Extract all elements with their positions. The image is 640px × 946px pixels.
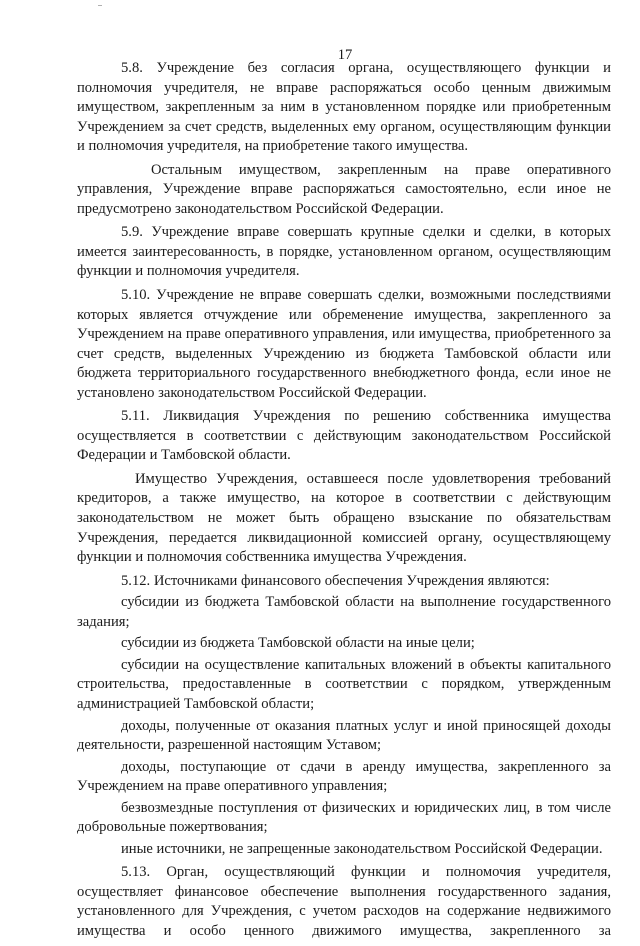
paragraph-5-8-continued: Остальным имуществом, закрепленным на праве оперативного управления, Учреждение вправе распоряжаться самостоятельно, если иное не предусмотрено законодательством Российской Федерации. <box>77 161 611 217</box>
funding-source-item: субсидии из бюджета Тамбовской области на выполнение государственного задания; <box>77 594 611 630</box>
paragraph-5-8: 5.8. Учреждение без согласия органа, осуществляющего функции и полномочия учредителя, не вправе распоряжаться особо ценным движимым имуществом, закрепленным за ним в установленном порядке или приобретенным Учреждением за счет средств, выделенных ему органом, осуществляющим функции и полномочия учредителя, на приобретение такого имущества. <box>77 60 611 155</box>
paragraph-5-11-continued: Имущество Учреждения, оставшееся после удовлетворения требований кредиторов, а также имущество, на которое в соответствии с действующим законодательством не может быть обращено взыскание по обязательствам Учреждения, передается ликвидационной комиссией органу, осуществляющему функции и полномочия собственника имущества Учреждения. <box>77 470 611 566</box>
funding-source-item: иные источники, не запрещенные законодательством Российской Федерации. <box>121 840 603 857</box>
funding-source-item: субсидии на осуществление капитальных вложений в объекты капитального строительства, предоставленные в соответствии с порядком, утвержденным администрацией Тамбовской области; <box>77 656 611 712</box>
scan-artifact <box>98 5 102 6</box>
funding-source-item: доходы, поступающие от сдачи в аренду имущества, закрепленного за Учреждением на праве оперативного управления; <box>77 758 611 795</box>
page-number: 17 <box>337 47 353 63</box>
paragraph-5-9: 5.9. Учреждение вправе совершать крупные сделки и сделки, в которых имеется заинтересованность, в порядке, установленном органом, осуществляющим функции и полномочия учредителя. <box>77 224 611 280</box>
funding-source-item: безвозмездные поступления от физических и юридических лиц, в том числе добровольные пожертвования; <box>77 799 611 836</box>
document-body <box>77 59 611 946</box>
paragraph-5-12: 5.12. Источниками финансового обеспечения Учреждения являются: <box>121 572 550 589</box>
paragraph-5-11: 5.11. Ликвидация Учреждения по решению собственника имущества осуществляется в соответствии с действующим законодательством Российской Федерации и Тамбовской области. <box>77 408 611 464</box>
funding-source-item: субсидии из бюджета Тамбовской области на иные цели; <box>121 635 475 652</box>
paragraph-5-13: 5.13. Орган, осуществляющий функции и полномочия учредителя, осуществляет финансовое обеспечение выполнения государственного задания, установленного для Учреждения, с учетом расходов на содержание недвижимого имущества и особо ценного движимого имущества, закрепленного за <box>77 864 611 939</box>
funding-source-item: доходы, полученные от оказания платных услуг и иной приносящей доходы деятельности, разрешенной настоящим Уставом; <box>77 717 611 754</box>
paragraph-5-10: 5.10. Учреждение не вправе совершать сделки, возможными последствиями которых является отчуждение или обременение имущества, закрепленного за Учреждением на праве оперативного управления, или имущества, приобретенного за счет средств, выделенных Учреждению из бюджета Тамбовской области или бюджета территориального государственного внебюджетного фонда, если иное не установлено законодательством Российской Федерации. <box>77 287 611 401</box>
